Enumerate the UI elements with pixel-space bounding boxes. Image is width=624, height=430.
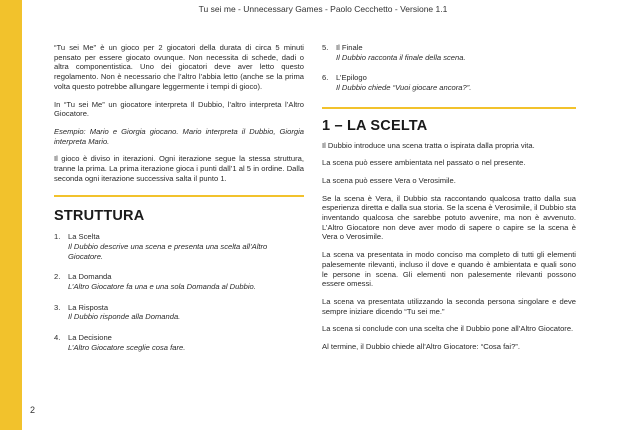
section-divider bbox=[322, 107, 576, 109]
step-name: La Decisione bbox=[68, 333, 112, 343]
list-item bbox=[54, 333, 304, 352]
right-column bbox=[322, 43, 576, 360]
body-paragraph: Se la scena è Vera, il Dubbio sta raccontando qualcosa tratto dalla sua esperienza diretta e dalla sua storia. Se la scena è Verosimile, il Dubbio sta inventando qualcosa che sarebbe potuto avvenire, ma non è avvenuto. L’Altro Giocatore non deve aver modo di sapere o capire se la scena è Vera o Verosimile. bbox=[322, 193, 576, 242]
step-description: L’Altro Giocatore fa una e una sola Domanda al Dubbio. bbox=[68, 281, 256, 291]
step-name: La Risposta bbox=[68, 302, 109, 312]
body-paragraph: La scena va presentata in modo conciso ma completo di tutti gli elementi palesemente rilevanti, incluso il dove e quando è ambientata e quali sono le persone in scena. Gli elementi non palesemente rilevanti possono essere omessi. bbox=[322, 250, 576, 289]
body-paragraph: La scena va presentata utilizzando la seconda persona singolare e deve sempre iniziare dicendo “Tu sei me.” bbox=[322, 296, 576, 316]
step-name: La Scelta bbox=[68, 232, 100, 242]
step-number: 2. bbox=[54, 272, 61, 282]
body-paragraph: Al termine, il Dubbio chiede all’Altro Giocatore: “Cosa fai?”. bbox=[322, 342, 520, 352]
step-number: 5. bbox=[322, 43, 329, 52]
section-divider bbox=[54, 195, 304, 197]
step-number: 6. bbox=[322, 73, 329, 83]
body-paragraph: La scena si conclude con una scelta che il Dubbio pone all’Altro Giocatore. bbox=[322, 324, 574, 334]
step-description: Il Dubbio chiede “Vuoi giocare ancora?”. bbox=[336, 83, 472, 93]
step-number: 3. bbox=[54, 302, 61, 312]
list-item bbox=[54, 272, 304, 291]
list-item bbox=[54, 303, 304, 322]
body-paragraph: La scena può essere ambientata nel passato o nel presente. bbox=[322, 158, 526, 168]
page-header: Tu sei me - Unnecessary Games - Paolo Cecchetto - Versione 1.1 bbox=[198, 4, 448, 14]
intro-paragraph-2: In “Tu sei Me” un giocatore interpreta Il Dubbio, l’altro interpreta l’Altro Giocatore. bbox=[54, 99, 304, 119]
body-paragraph: Il Dubbio introduce una scena tratta o ispirata dalla propria vita. bbox=[322, 140, 535, 150]
example-paragraph: Esempio: Mario e Giorgia giocano. Mario interpreta il Dubbio, Giorgia interpreta Mario. bbox=[54, 126, 304, 146]
step-description: L’Altro Giocatore sceglie cosa fare. bbox=[68, 342, 186, 352]
structure-list-continued bbox=[322, 43, 576, 93]
step-description: Il Dubbio risponde alla Domanda. bbox=[68, 312, 181, 322]
step-name: L’Epilogo bbox=[336, 73, 367, 83]
page-number: 2 bbox=[30, 405, 36, 415]
step-description: Il Dubbio descrive una scena e presenta una scelta all’Altro Giocatore. bbox=[68, 241, 268, 261]
list-item bbox=[322, 43, 576, 62]
step-name: La Domanda bbox=[68, 272, 112, 282]
step-name: Il Finale bbox=[336, 43, 363, 52]
step-number: 1. bbox=[54, 232, 61, 242]
structure-list bbox=[54, 232, 304, 352]
iterations-paragraph: Il gioco è diviso in iterazioni. Ogni iterazione segue la stessa struttura, tranne la prima. La prima iterazione gioca i punti dall’1 al 5 in ordine. Dalla seconda ogni iterazione successiva salta il punto 1. bbox=[54, 154, 304, 183]
section-heading-la-scelta: 1 – LA SCELTA bbox=[322, 117, 428, 134]
left-column bbox=[54, 43, 304, 352]
yellow-sidebar bbox=[0, 0, 22, 430]
structure-heading: STRUTTURA bbox=[54, 208, 145, 225]
intro-paragraph-1: “Tu sei Me” è un gioco per 2 giocatori della durata di circa 5 minuti pensato per essere giocato ovunque. Non necessita di schede, dadi o altra componentistica. Uno dei giocatori deve aver letto questo regolamento. Non è necessario che l’altro l’abbia letto (anche se la prima volta questo potrebbe allungare leggermente i tempi di gioco). bbox=[54, 43, 304, 91]
list-item bbox=[322, 73, 576, 92]
list-item bbox=[54, 232, 304, 261]
step-description: Il Dubbio racconta il finale della scena. bbox=[336, 52, 466, 62]
body-paragraph: La scena può essere Vera o Verosimile. bbox=[322, 175, 456, 185]
step-number: 4. bbox=[54, 333, 61, 343]
